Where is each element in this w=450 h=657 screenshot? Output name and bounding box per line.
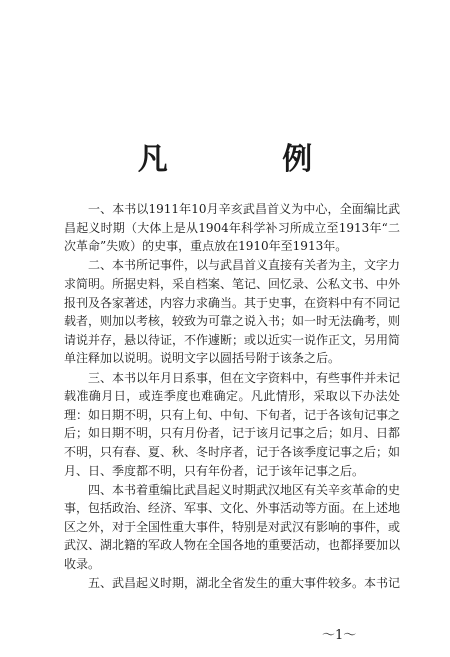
- body-text: [64, 200, 400, 593]
- paragraph-5: 五、武昌起义时期，湖北全省发生的重大事件较多。本书记: [88, 576, 401, 591]
- paragraph-2: 二、本书所记事件，以与武昌首义直接有关者为主，文字力求简明。所据史料，采自档案、笔记、回忆录、公私文书、中外报刊及各家著述，内容力求确当。其于史事，在资料中有不同记载者，则加以考核，较致为可靠之说入书；如一时无法确考，则请说并存，悬以待证，不作遽断；或以近实一说作正文，另用简单注释加以说明。说明文字以圆括号附于该条之后。: [64, 258, 401, 366]
- page-number: ～1～: [322, 628, 357, 643]
- paragraph-4: 四、本书着重编比武昌起义时期武汉地区有关辛亥革命的史事，包括政治、经济、军事、文化、外事活动等方面。在上述地区之外，对于全国性重大事件，特别是对武汉有影响的事件，或武汉、湖北籍的军政人物在全国各地的重要活动，也都择要加以收录。: [64, 482, 401, 572]
- paragraph-3: 三、本书以年月日系事，但在文字资料中，有些事件并未记载准确月日，或连季度也难确定。凡此情形，采取以下办法处理：如日期不明，只有上旬、中旬、下旬者，记于各该旬记事之后；如日期不明，只有月份者，记于该月记事之后；如月、日都不明，只有春、夏、秋、冬时序者，记于各该季度记事之后；如月、日、季度都不明，只有年份者，记于该年记事之后。: [64, 370, 401, 478]
- page-title: 凡 例: [137, 142, 365, 177]
- paragraph-1: 一、本书以1911年10月辛亥武昌首义为中心，全面编比武昌起义时期（大体上是从1904年科学补习所成立至1913年“二次革命”失败）的史事，重点放在1910年至1913年。: [64, 202, 400, 254]
